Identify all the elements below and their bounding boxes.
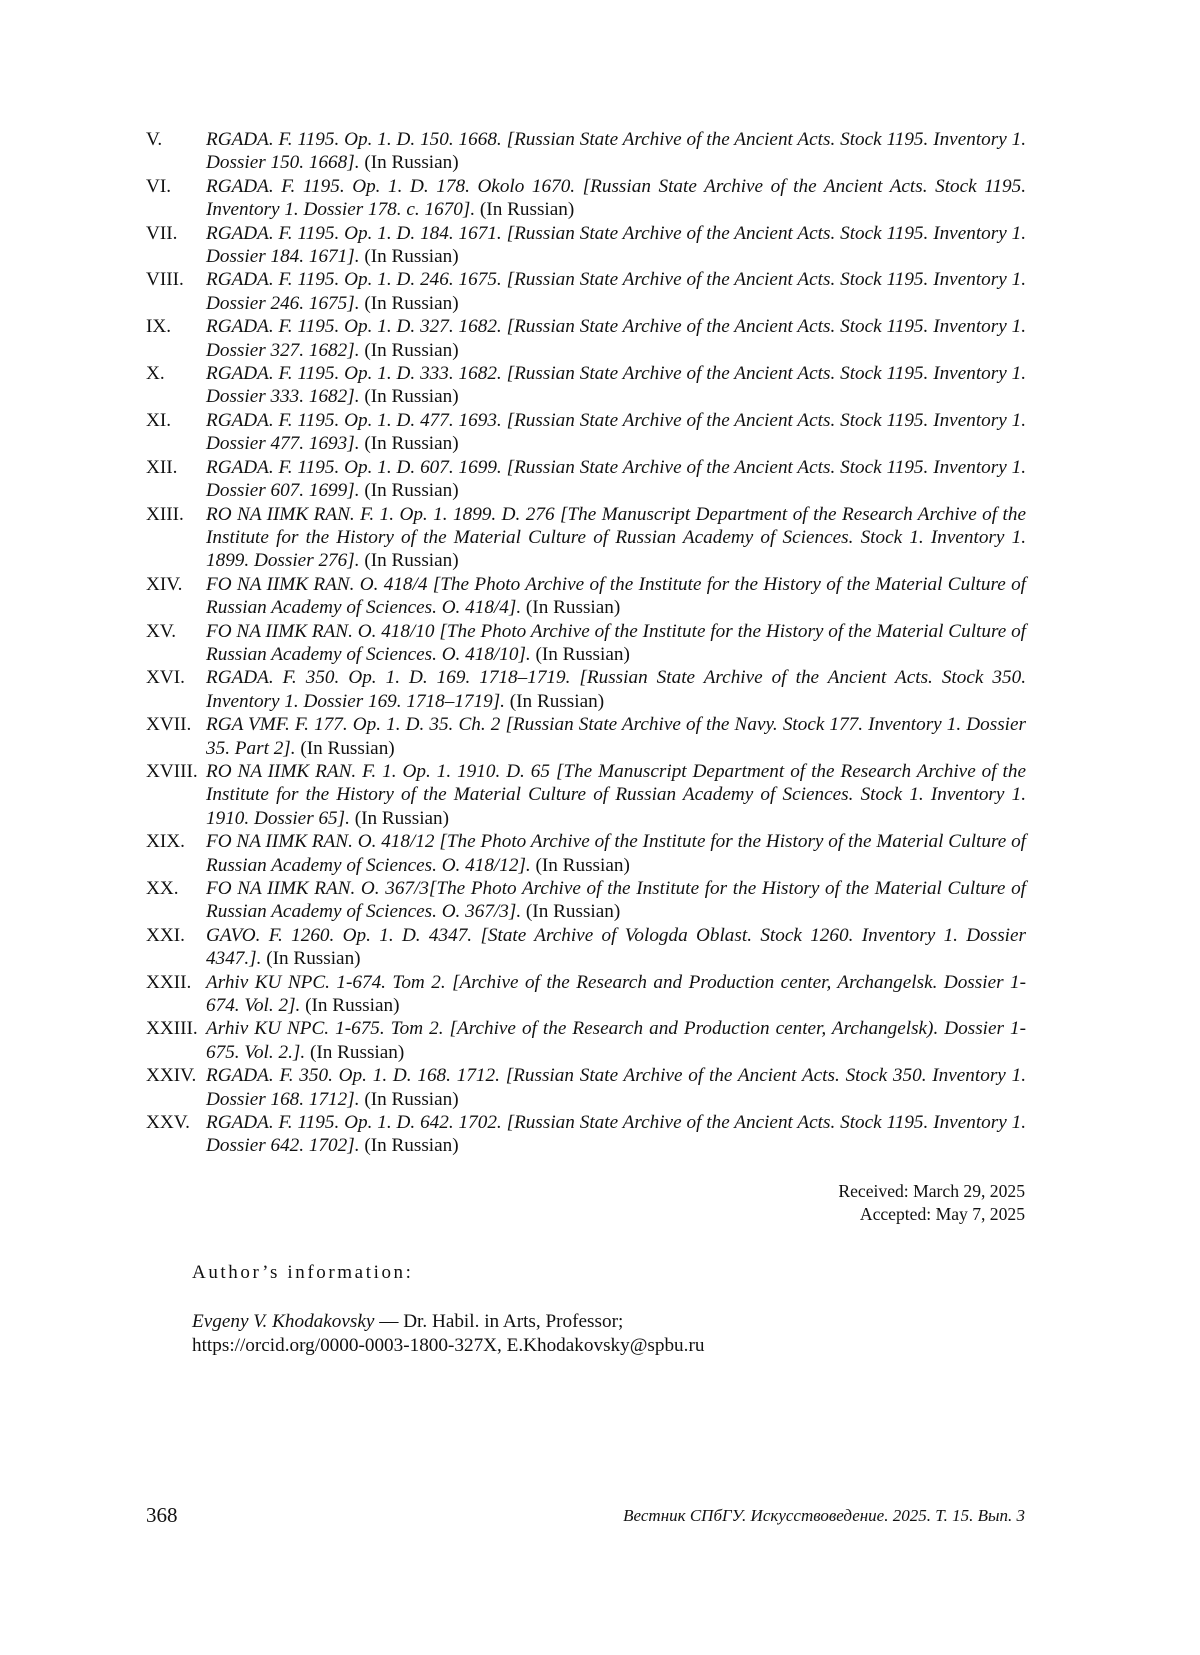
reference-text — [206, 830, 1026, 877]
reference-text — [206, 268, 1026, 315]
reference-language: (In Russian) — [364, 246, 459, 268]
reference-text — [206, 713, 1026, 760]
reference-number: IX. — [146, 316, 172, 338]
reference-source: RGADA. F. 1195. Op. 1. D. 477. 1693. [Russian State Archive of the Ancient Acts. Stock 1195. Inventory 1. Dossier 477. 1693]. — [206, 409, 1026, 455]
reference-number: VII. — [146, 222, 178, 244]
reference-language: (In Russian) — [525, 597, 621, 619]
reference-text — [206, 620, 1026, 667]
accepted-date: Accepted: May 7, 2025 — [859, 1204, 1025, 1224]
reference-item — [146, 409, 1026, 456]
author-contacts: https://orcid.org/0000-0003-1800-327X, E.Khodakovsky@spbu.ru — [192, 1335, 705, 1356]
reference-language: (In Russian) — [525, 901, 621, 923]
reference-text — [206, 456, 1026, 503]
reference-item — [146, 877, 1026, 924]
reference-text — [206, 362, 1026, 409]
reference-text — [206, 760, 1026, 830]
reference-source: RGADA. F. 1195. Op. 1. D. 178. Okolo 1670. [Russian State Archive of the Ancient Acts. Stock 1195. Inventory 1. Dossier 178. c. 1670]. — [206, 175, 1026, 221]
reference-source: FO NA IIMK RAN. O. 418/4 [The Photo Archive of the Institute for the History of the Material Culture of Russian Academy of Sciences. O. 418/4]. — [206, 573, 1026, 619]
reference-source: RGADA. F. 1195. Op. 1. D. 184. 1671. [Russian State Archive of the Ancient Acts. Stock 1195. Inventory 1. Dossier 184. 1671]. — [206, 222, 1026, 268]
author-name: Evgeny V. Khodakovsky — [192, 1311, 375, 1332]
reference-text — [206, 666, 1026, 713]
reference-language: (In Russian) — [364, 339, 459, 361]
author-info — [192, 1310, 704, 1358]
reference-item — [146, 128, 1026, 175]
reference-language: (In Russian) — [364, 1135, 459, 1157]
author-line — [192, 1310, 704, 1334]
reference-item — [146, 830, 1026, 877]
reference-number: XII. — [146, 456, 178, 478]
reference-language: (In Russian) — [300, 737, 395, 759]
reference-item — [146, 362, 1026, 409]
reference-number: XIV. — [146, 573, 183, 595]
reference-number: XVIII. — [146, 760, 198, 782]
reference-language: (In Russian) — [364, 1088, 459, 1110]
reference-source: RO NA IIMK RAN. F. 1. Op. 1. 1899. D. 276 [The Manuscript Department of the Research Archive of the Institute for the History of the Material Culture of Russian Academy of Sciences. Stock 1. Inventory 1. 1899. Dossier 276]. — [206, 503, 1026, 572]
reference-number: X. — [146, 363, 165, 385]
reference-source: RGADA. F. 1195. Op. 1. D. 642. 1702. [Russian State Archive of the Ancient Acts. Stock 1195. Inventory 1. Dossier 642. 1702]. — [206, 1112, 1026, 1157]
reference-number: V. — [146, 129, 163, 150]
reference-language: (In Russian) — [364, 433, 459, 455]
reference-item — [146, 1111, 1026, 1158]
reference-source: RGADA. F. 350. Op. 1. D. 169. 1718–1719. [Russian State Archive of the Ancient Acts. Stock 350. Inventory 1. Dossier 169. 1718–1719]. — [206, 667, 1026, 712]
journal-footer: Вестник СПбГУ. Искусствоведение. 2025. Т. 15. Вып. 3 — [623, 1506, 1025, 1525]
reference-language: (In Russian) — [364, 550, 459, 572]
reference-item — [146, 315, 1026, 362]
author-info-heading: Author’s information: — [192, 1262, 414, 1283]
reference-source: RGADA. F. 1195. Op. 1. D. 333. 1682. [Russian State Archive of the Ancient Acts. Stock 1195. Inventory 1. Dossier 333. 1682]. — [206, 363, 1026, 408]
reference-number: XV. — [146, 620, 177, 642]
reference-source: Arhiv KU NPC. 1-674. Tom 2. [Archive of the Research and Production center, Archangelsk. Dossier 1-674. Vol. 2]. — [206, 971, 1026, 1017]
references-list — [146, 128, 1026, 1158]
reference-item — [146, 1064, 1026, 1111]
reference-text — [206, 1111, 1026, 1158]
reference-number: XIII. — [146, 503, 184, 525]
reference-item — [146, 713, 1026, 760]
reference-item — [146, 222, 1026, 269]
reference-text — [206, 1064, 1026, 1111]
reference-language: (In Russian) — [479, 199, 575, 221]
reference-language: (In Russian) — [354, 807, 450, 829]
reference-text — [206, 128, 1026, 175]
reference-number: XXI. — [146, 924, 185, 946]
author-credentials: — Dr. Habil. in Arts, Professor; — [374, 1311, 624, 1332]
reference-source: FO NA IIMK RAN. O. 418/10 [The Photo Archive of the Institute for the History of the Material Culture of Russian Academy of Sciences. O. 418/10]. — [206, 620, 1026, 665]
reference-language: (In Russian) — [364, 480, 459, 502]
reference-item — [146, 924, 1026, 971]
reference-language: (In Russian) — [535, 643, 630, 665]
received-date: Received: March 29, 2025 — [838, 1181, 1025, 1201]
reference-item — [146, 268, 1026, 315]
reference-item — [146, 760, 1026, 830]
reference-number: VI. — [146, 175, 172, 197]
reference-number: XXIV. — [146, 1065, 197, 1087]
reference-item — [146, 971, 1026, 1018]
reference-source: RGADA. F. 1195. Op. 1. D. 327. 1682. [Russian State Archive of the Ancient Acts. Stock 1195. Inventory 1. Dossier 327. 1682]. — [206, 316, 1026, 361]
reference-text — [206, 175, 1026, 222]
reference-source: RGA VMF. F. 177. Op. 1. D. 35. Ch. 2 [Russian State Archive of the Navy. Stock 177. Inventory 1. Dossier 35. Part 2]. — [206, 714, 1026, 759]
reference-item — [146, 456, 1026, 503]
reference-text — [206, 315, 1026, 362]
reference-source: RGADA. F. 1195. Op. 1. D. 246. 1675. [Russian State Archive of the Ancient Acts. Stock 1195. Inventory 1. Dossier 246. 1675]. — [206, 269, 1026, 314]
reference-number: VIII. — [146, 269, 184, 291]
reference-number: XX. — [146, 878, 179, 899]
reference-source: RGADA. F. 350. Op. 1. D. 168. 1712. [Russian State Archive of the Ancient Acts. Stock 350. Inventory 1. Dossier 168. 1712]. — [206, 1065, 1026, 1110]
reference-language: (In Russian) — [509, 690, 605, 712]
reference-number: XXV. — [146, 1112, 190, 1134]
reference-text — [206, 1017, 1026, 1064]
reference-language: (In Russian) — [535, 854, 630, 876]
reference-source: FO NA IIMK RAN. O. 367/3[The Photo Archive of the Institute for the History of the Material Culture of Russian Academy of Sciences. O. 367/3]. — [206, 878, 1026, 923]
reference-item — [146, 1017, 1026, 1064]
reference-language: (In Russian) — [305, 995, 400, 1017]
reference-item — [146, 175, 1026, 222]
reference-source: RGADA. F. 1195. Op. 1. D. 150. 1668. [Russian State Archive of the Ancient Acts. Stock 1195. Inventory 1. Dossier 150. 1668]. — [206, 129, 1026, 174]
reference-source: RO NA IIMK RAN. F. 1. Op. 1. 1910. D. 65 [The Manuscript Department of the Research Archive of the Institute for the History of the Material Culture of Russian Academy of Sciences. Stock 1. Inventory 1. 1910. Dossier 65]. — [206, 760, 1026, 829]
reference-source: FO NA IIMK RAN. O. 418/12 [The Photo Archive of the Institute for the History of the Material Culture of Russian Academy of Sciences. O. 418/12]. — [206, 831, 1026, 876]
reference-number: XIX. — [146, 831, 185, 853]
reference-source: Arhiv KU NPC. 1-675. Tom 2. [Archive of the Research and Production center, Archangelsk). Dossier 1-675. Vol. 2.]. — [206, 1018, 1026, 1063]
reference-source: GAVO. F. 1260. Op. 1. D. 4347. [State Archive of Vologda Oblast. Stock 1260. Inventory 1. Dossier 4347.]. — [206, 924, 1026, 970]
reference-text — [206, 573, 1026, 620]
reference-text — [206, 971, 1026, 1018]
reference-language: (In Russian) — [266, 948, 361, 970]
reference-item — [146, 503, 1026, 573]
reference-number: XXIII. — [146, 1018, 198, 1040]
reference-number: XXII. — [146, 971, 192, 993]
reference-number: XVI. — [146, 667, 185, 689]
reference-text — [206, 503, 1026, 573]
reference-number: XI. — [146, 409, 172, 431]
reference-item — [146, 620, 1026, 667]
reference-text — [206, 409, 1026, 456]
reference-item — [146, 666, 1026, 713]
reference-text — [206, 877, 1026, 924]
reference-language: (In Russian) — [364, 152, 459, 174]
reference-source: RGADA. F. 1195. Op. 1. D. 607. 1699. [Russian State Archive of the Ancient Acts. Stock 1195. Inventory 1. Dossier 607. 1699]. — [206, 456, 1026, 502]
reference-language: (In Russian) — [364, 386, 459, 408]
reference-item — [146, 573, 1026, 620]
reference-number: XVII. — [146, 714, 192, 736]
reference-language: (In Russian) — [364, 292, 459, 314]
page-number: 368 — [146, 1503, 178, 1527]
reference-text — [206, 924, 1026, 971]
submission-dates — [838, 1180, 1025, 1226]
reference-text — [206, 222, 1026, 269]
reference-language: (In Russian) — [309, 1041, 405, 1063]
